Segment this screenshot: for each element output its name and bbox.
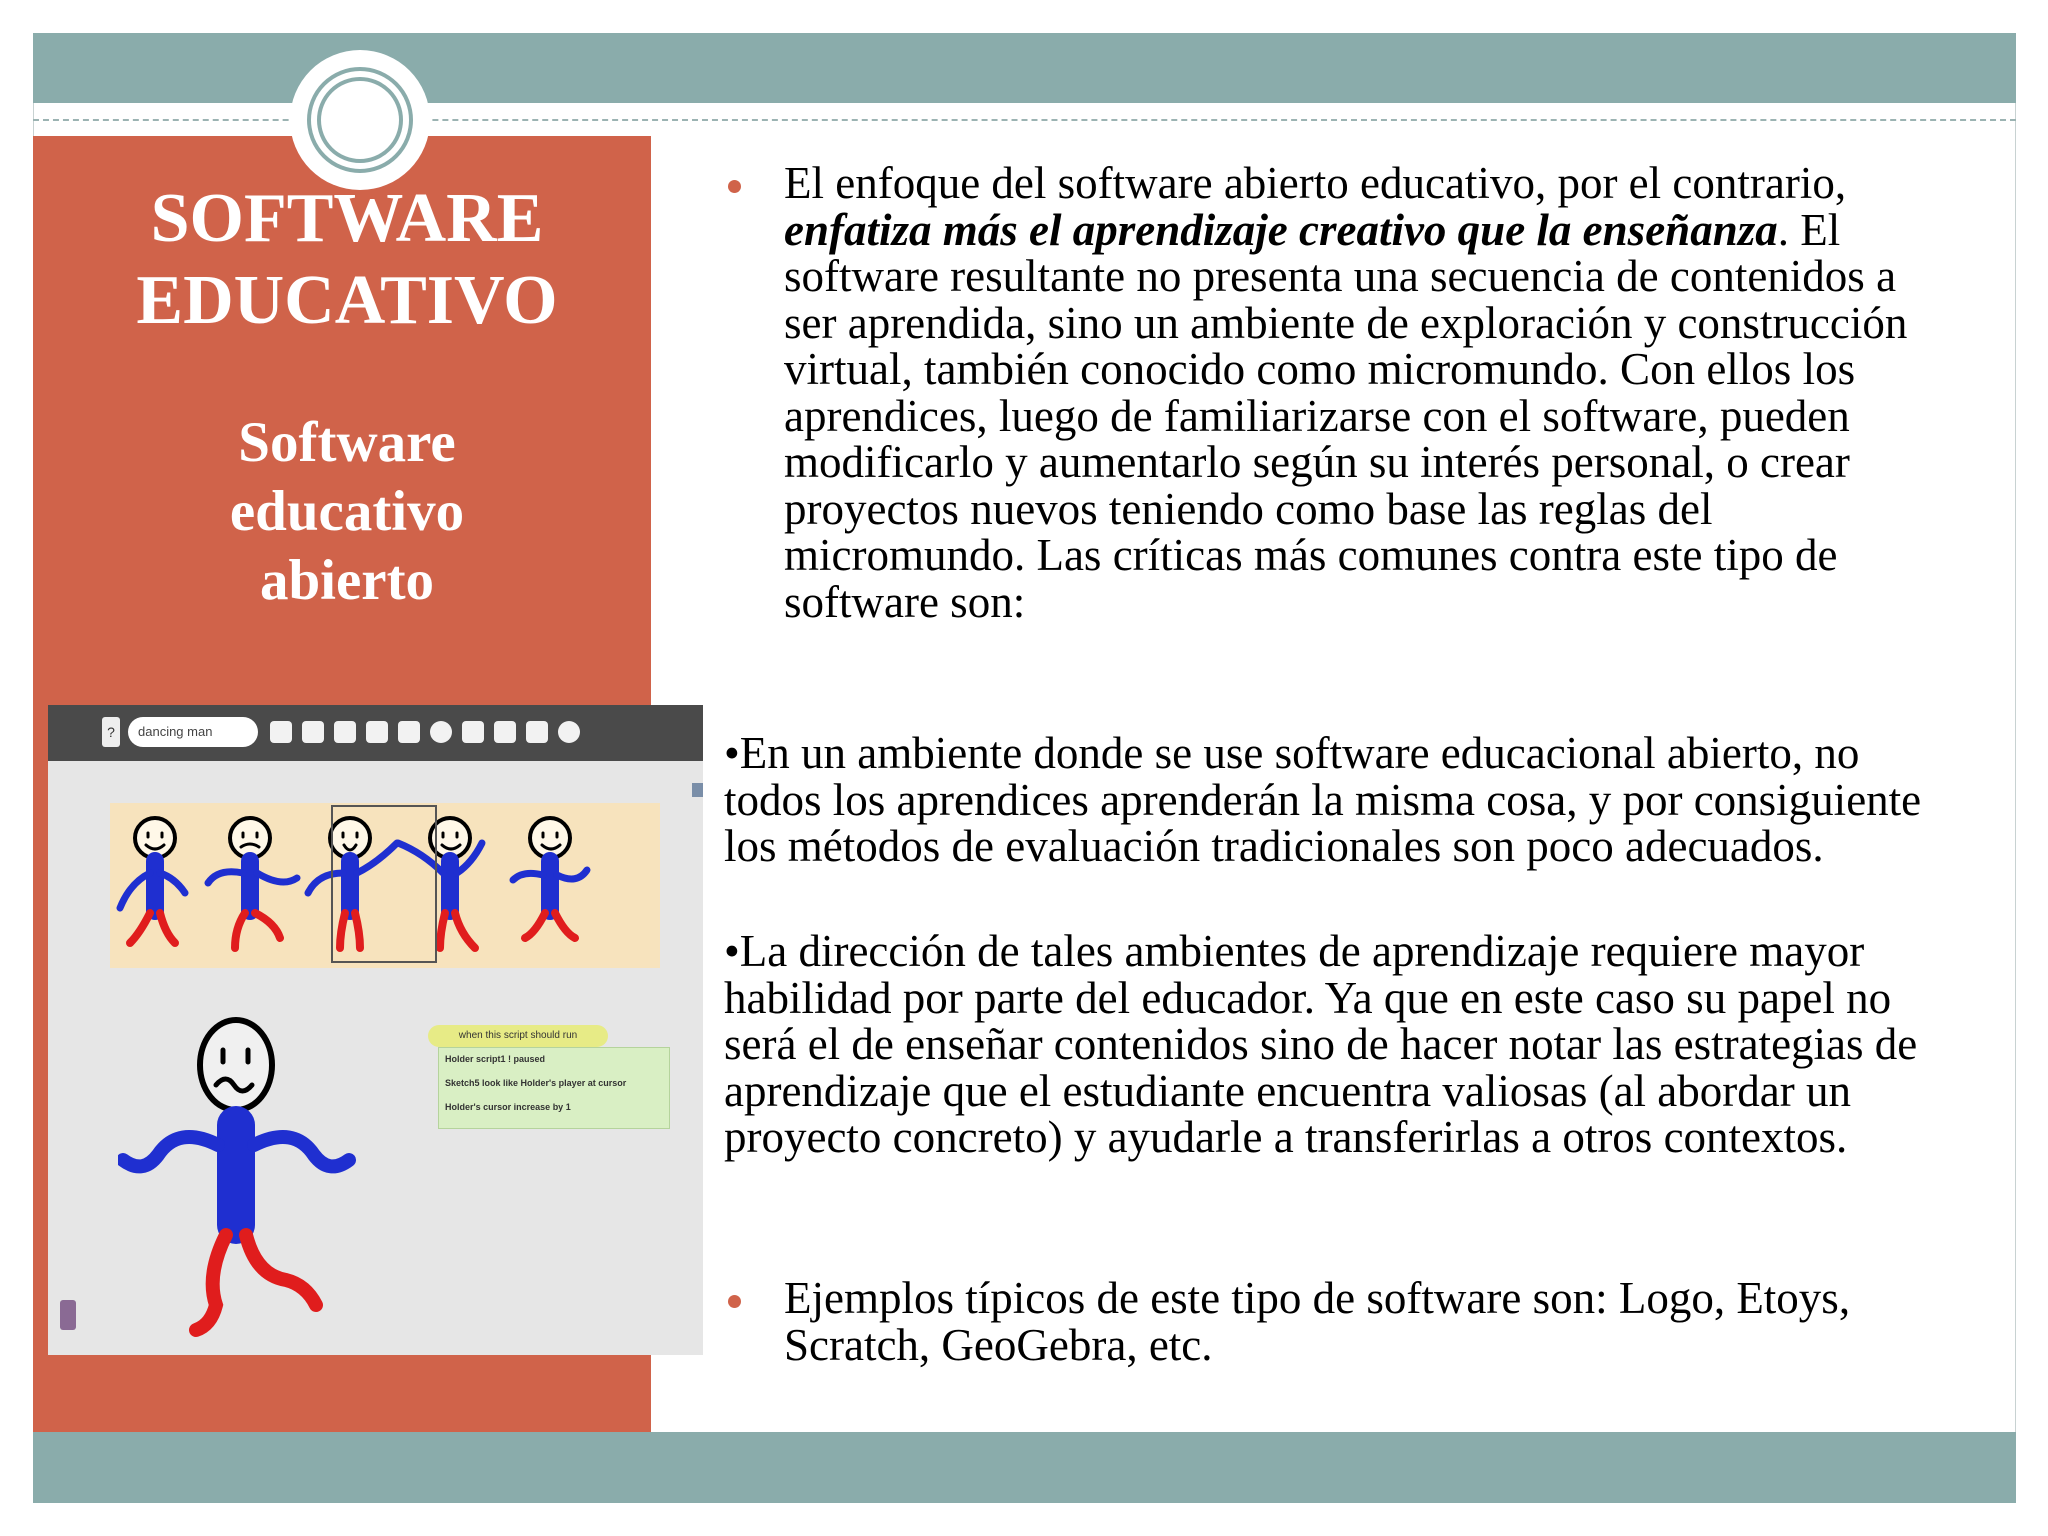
paragraph-text: . El software resultante no presenta una secuencia de contenidos a ser aprendida, sino un ambiente de exploración y construcción virtual, también conocido como micromundo. Con ellos los aprendices, luego de familiarizarse con el software, pueden modificarlo y aumentarlo según su interés personal, o crear proyectos nuevos teniendo como base las reglas del micromundo. Las críticas más comunes contra este tipo de software son:: [784, 204, 1908, 627]
slide-subtitle-line: abierto: [259, 549, 435, 612]
slide-title-line: SOFTWARE: [150, 180, 544, 257]
paragraph-examples: Ejemplos típicos de este tipo de software son: Logo, Etoys, Scratch, GeoGebra, etc.: [784, 1273, 1851, 1370]
script-line: Holder's cursor increase by 1: [445, 1102, 571, 1112]
etoys-toolbar: [48, 705, 703, 761]
script-trigger: when this script should run: [428, 1025, 608, 1047]
bullet-icon: [728, 1295, 741, 1308]
circle-ring-inner: [317, 77, 403, 163]
scroll-arrow-icon: [692, 783, 703, 797]
share-icon: [526, 721, 548, 743]
project-name-field: dancing man: [128, 717, 258, 747]
slide-subtitle: [33, 408, 661, 615]
paragraph-critique-2: •La dirección de tales ambientes de aprendizaje requiere mayor habilidad por parte del educador. Ya que en este caso su papel no será el de enseñar contenidos sino de hacer notar las estrategias de aprendizaje que el estudiante encuentra valiosas (al abordar un proyecto concreto) y ayudarle a transferirlas a otros contextos.: [724, 926, 1918, 1162]
supplies-icon: [334, 721, 356, 743]
paragraph-intro: [784, 160, 1944, 625]
slide-title-line: EDUCATIVO: [136, 262, 558, 339]
etoys-screenshot: [48, 705, 703, 1355]
selected-frame: [331, 805, 437, 963]
help-icon: ?: [102, 717, 120, 747]
trash-icon: [60, 1300, 76, 1330]
bullet-icon: [728, 180, 741, 193]
project-icon: [462, 721, 484, 743]
language-icon: [430, 721, 452, 743]
keep-icon: [494, 721, 516, 743]
emphasis-text: enfatiza más el aprendizaje creativo que la enseñanza: [784, 204, 1778, 255]
slide-subtitle-line: educativo: [229, 480, 465, 543]
stop-icon: [558, 721, 580, 743]
back-icon: [270, 721, 292, 743]
navigator-icon: [398, 721, 420, 743]
paragraph-critique-1: •En un ambiente donde se use software educacional abierto, no todos los aprendices aprenderán la misma cosa, y por consiguiente los métodos de evaluación tradicionales son poco adecuados.: [724, 728, 1922, 871]
slide-title: [33, 178, 661, 342]
paint-icon: [302, 721, 324, 743]
bottom-band: [33, 1432, 2016, 1503]
undo-icon: [366, 721, 388, 743]
paragraph-text: El enfoque del software abierto educativo, por el contrario,: [784, 158, 1847, 208]
slide-subtitle-line: Software: [238, 411, 456, 474]
script-body: [438, 1047, 670, 1129]
script-line: Sketch5 look like Holder's player at cursor: [445, 1078, 627, 1088]
script-tile: [418, 1025, 678, 1140]
large-dancing-figure: [118, 1005, 408, 1345]
script-line: Holder script1 ! paused: [445, 1054, 546, 1064]
